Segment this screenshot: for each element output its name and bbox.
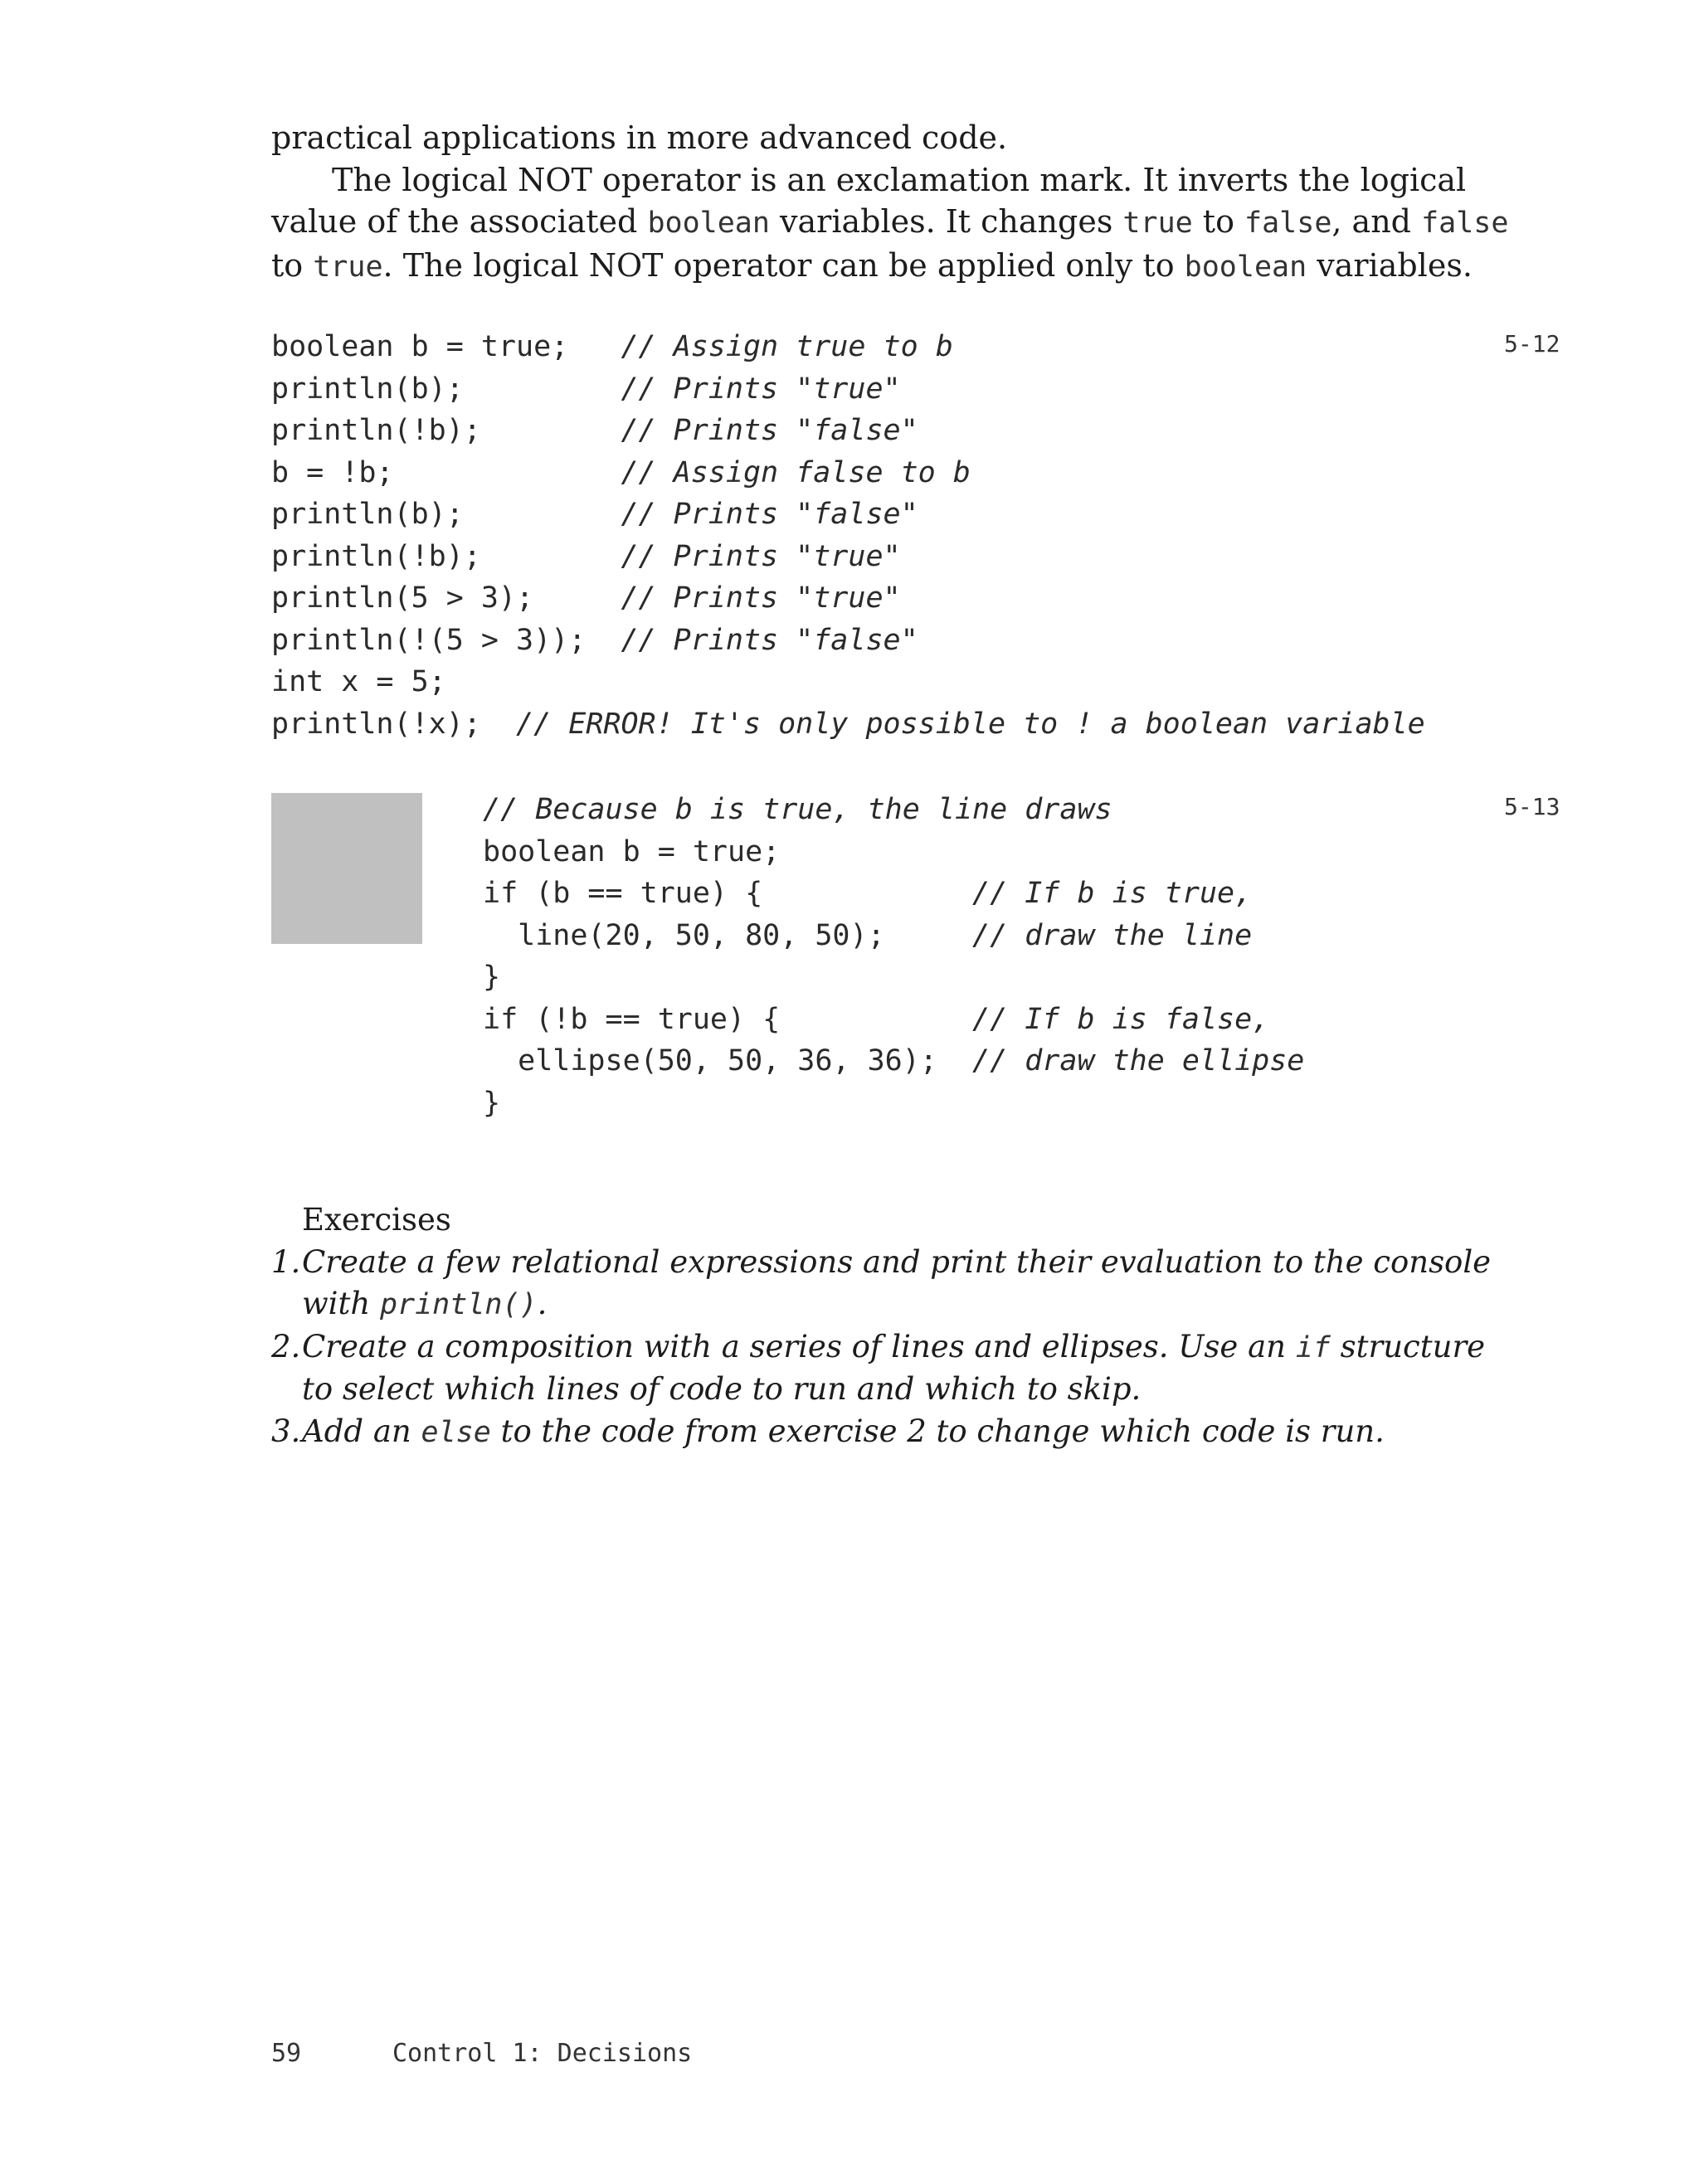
inline-code: boolean: [1184, 250, 1307, 284]
inline-code: false: [1421, 207, 1509, 240]
text-run: , and: [1331, 203, 1422, 240]
code-text: println(!b);: [271, 414, 621, 447]
exercise-number: 2.: [271, 1328, 301, 1364]
code-comment: // draw the line: [972, 918, 1253, 952]
code-comment: // Prints "false": [621, 498, 918, 531]
code-comment: // Assign true to b: [621, 330, 953, 363]
exercise-list: [271, 1242, 1516, 1454]
exercise-item: [271, 1242, 1516, 1326]
intro-paragraph: [271, 159, 1516, 289]
code-comment: // Prints "true": [621, 539, 901, 573]
code-text: println(b);: [271, 498, 621, 531]
code-text: line(20, 50, 80, 50);: [483, 918, 973, 952]
code-line: [271, 661, 1425, 703]
code-text: ellipse(50, 50, 36, 36);: [483, 1044, 973, 1077]
code-line: [271, 326, 1425, 368]
code-comment: // If b is true,: [972, 877, 1253, 910]
code-text: boolean b = true;: [483, 834, 781, 868]
code-text: println(!x);: [271, 707, 517, 741]
code-comment: // draw the ellipse: [972, 1044, 1305, 1077]
code-line: [271, 703, 1425, 746]
inline-code: if: [1295, 1330, 1331, 1364]
example-ref-5-13: 5-13: [1504, 793, 1560, 820]
text-run: variables.: [1307, 246, 1473, 284]
code-comment: // Prints "false": [621, 623, 918, 657]
code-line: [483, 831, 1304, 873]
code-comment: // Prints "true": [621, 372, 901, 406]
code-comment: // Prints "true": [621, 581, 901, 615]
code-text: println(!(5 > 3));: [271, 623, 621, 657]
exercise-item: [271, 1326, 1516, 1411]
sketch-output-swatch: [271, 793, 422, 944]
code-text: if (b == true) {: [483, 877, 973, 910]
code-line: [483, 1040, 1304, 1082]
text-run: Create a few relational expressions and print their evaluation to the console with: [302, 1243, 1492, 1321]
code-comment: // Assign false to b: [621, 455, 971, 489]
inline-code: true: [1122, 207, 1193, 240]
code-comment: // If b is false,: [972, 1002, 1270, 1036]
chapter-title: Control 1: Decisions: [392, 2039, 693, 2068]
code-line: [483, 915, 1304, 957]
code-text: }: [483, 961, 501, 994]
text-run: to the code from exercise 2 to change which code is run.: [490, 1413, 1385, 1449]
inline-code: else: [421, 1415, 491, 1449]
code-line: [271, 536, 1425, 578]
code-comment: // Prints "false": [621, 414, 918, 447]
code-line: [271, 452, 1425, 494]
code-text: println(b);: [271, 372, 621, 406]
code-text: b = !b;: [271, 455, 621, 489]
inline-code: true: [313, 250, 383, 284]
code-line: [271, 577, 1425, 620]
text-run: variables. It changes: [769, 203, 1123, 240]
code-line: [271, 410, 1425, 452]
code-text: int x = 5;: [271, 665, 446, 698]
code-text: if (!b == true) {: [483, 1002, 973, 1036]
exercises-heading: Exercises: [302, 1202, 451, 1238]
code-line: [483, 956, 1304, 999]
intro-first-line: practical applications in more advanced code.: [271, 119, 1008, 156]
code-line: [271, 368, 1425, 411]
inline-code: false: [1244, 207, 1332, 240]
text-run: .: [537, 1286, 548, 1321]
inline-code: println(): [379, 1288, 538, 1321]
exercise-item: [271, 1411, 1516, 1454]
text-run: Create a composition with a series of lines and ellipses. Use an: [302, 1328, 1296, 1364]
code-line: [483, 1082, 1304, 1125]
example-ref-5-12: 5-12: [1504, 330, 1560, 358]
code-text: println(5 > 3);: [271, 581, 621, 615]
code-line: [483, 789, 1304, 831]
code-line: [483, 999, 1304, 1041]
code-comment: // ERROR! It's only possible to ! a boolean variable: [516, 707, 1425, 741]
code-comment: // Because b is true, the line draws: [483, 793, 1112, 826]
code-text: }: [483, 1086, 501, 1120]
code-line: [271, 620, 1425, 662]
exercise-number: 1.: [271, 1243, 301, 1280]
text-run: to: [1192, 203, 1245, 240]
text-run: The logical NOT operator is an exclamation mark. It inverts the logical value of the associated: [271, 161, 1467, 240]
text-run: structure to select which lines of code to run and which to skip.: [302, 1328, 1486, 1407]
exercise-number: 3.: [271, 1413, 301, 1449]
intro-text: [271, 117, 1516, 288]
code-text: println(!b);: [271, 539, 621, 573]
code-text: boolean b = true;: [271, 330, 621, 363]
inline-code: boolean: [647, 207, 770, 240]
code-example-5-12: [271, 326, 1425, 745]
text-run: . The logical NOT operator can be applied only to: [382, 246, 1185, 284]
exercises-section: [271, 1199, 1516, 1453]
code-example-5-13: [483, 789, 1304, 1124]
code-line: [271, 494, 1425, 536]
code-line: [483, 873, 1304, 915]
page-number: 59: [271, 2039, 302, 2068]
text-run: Add an: [302, 1413, 421, 1449]
text-run: to: [271, 246, 314, 284]
